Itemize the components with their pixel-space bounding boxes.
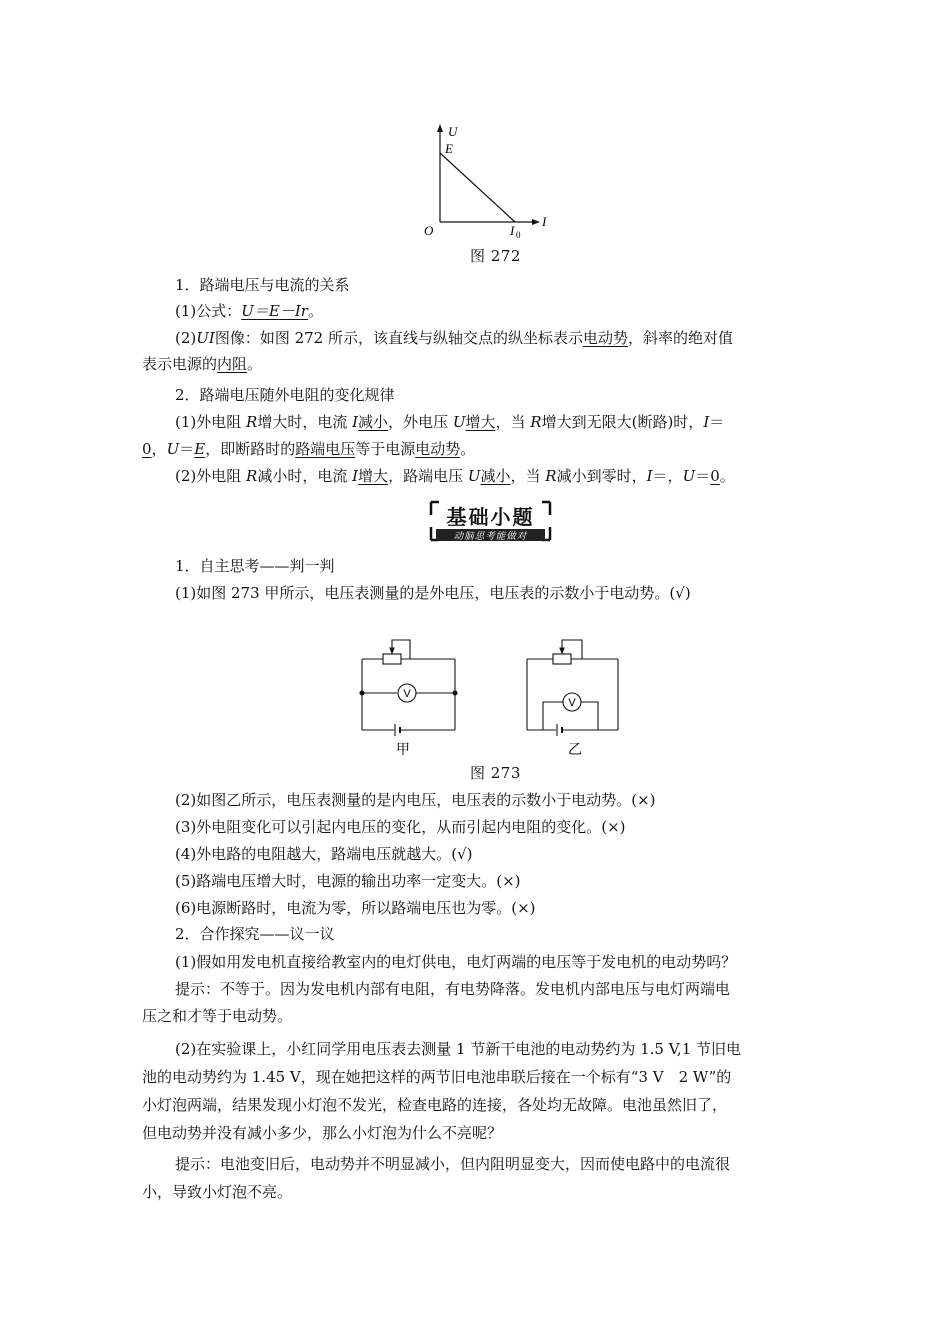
figure-273-circuits <box>355 632 625 760</box>
banner-subtitle: 动脑思考能做对 <box>453 531 528 542</box>
s2l3-end: 。 <box>719 467 735 485</box>
section1-item2-line1 <box>175 326 810 350</box>
label-o: O <box>424 223 434 238</box>
practice-q5: (5)路端电压增大时，电源的输出功率一定变大。(×) <box>175 872 521 890</box>
label-i0: I <box>510 223 515 238</box>
item2-prefix: (2) <box>175 329 197 347</box>
discussion-a2-line2: 小，导致小灯泡不亮。 <box>142 1183 293 1201</box>
item2-line2-end: 。 <box>247 355 263 373</box>
s2l1-t3: ，当 <box>495 413 531 431</box>
s2l1-r: R <box>246 413 258 431</box>
section1-heading: 1．路端电压与电流的关系 <box>175 276 350 294</box>
discussion-a2-line1: 提示：电池变旧后，电动势并不明显减小，但内阻明显变大，因而使电路中的电流很 <box>175 1155 731 1173</box>
axis-label-u: U <box>448 124 458 139</box>
figure-label-right: 乙 <box>568 742 582 758</box>
practice-q2: (2)如图乙所示，电压表测量的是内电压，电压表的示数小于电动势。(×) <box>175 791 656 809</box>
s2l2-t2: 等于电源 <box>355 440 416 458</box>
discussion-q2-line2: 池的电动势约为 1.45 V，现在她把这样的两节旧电池串联后接在一个标有“3 V 2 W”的 <box>142 1068 732 1086</box>
s2l3-t1: 减小时，电流 <box>257 467 353 485</box>
s2l2-ans-emf: 电动势 <box>415 440 461 458</box>
s2l2-t1: ，即断路时的 <box>205 440 296 458</box>
ui-line <box>440 153 515 222</box>
s2l1-t2: ，外电压 <box>388 413 453 431</box>
s2l1-t0: (1)外电阻 <box>175 413 247 431</box>
practice-q3: (3)外电阻变化可以引起内电压的变化，从而引起内电阻的变化。(×) <box>175 818 626 836</box>
item2-text: 图像：如图 272 所示，该直线与纵轴交点的纵坐标表示 <box>214 329 583 347</box>
s2l1-ans-decrease: 减小 <box>358 413 389 431</box>
item2-answer-emf: 电动势 <box>583 329 629 347</box>
item1-formula: U＝E－Ir <box>241 302 308 320</box>
discussion-q2-line4: 但电动势并没有减小多少，那么小灯泡为什么不亮呢？ <box>142 1124 503 1142</box>
discussion-a1-line1: 提示：不等于。因为发电机内部有电阻，有电势降落。发电机内部电压与电灯两端电 <box>175 980 731 998</box>
s2l3-t3: ，当 <box>510 467 546 485</box>
s2l3-t0: (2)外电阻 <box>175 467 247 485</box>
s2l3-u2: U <box>682 467 696 485</box>
section2-line3 <box>175 464 810 488</box>
section1-item2-line2 <box>142 352 810 376</box>
s2l3-r2: R <box>545 467 557 485</box>
circuit-right <box>527 640 618 736</box>
s2l1-r2: R <box>530 413 542 431</box>
s2l3-i: I <box>352 467 359 485</box>
figure-label-left: 甲 <box>396 742 410 758</box>
section-banner <box>427 499 554 543</box>
s2l3-eq: ＝ <box>695 467 711 485</box>
s2l2-t0: ， <box>151 440 167 458</box>
figure-272-caption: 图 272 <box>470 247 521 265</box>
s2l2-u: U <box>166 440 180 458</box>
s2l3-i2: I <box>646 467 653 485</box>
item1-end: 。 <box>307 302 323 320</box>
s2l1-ans-increase: 增大 <box>465 413 496 431</box>
s2l3-t4: 减小到零时， <box>556 467 647 485</box>
item2-ui: UI <box>196 329 215 347</box>
discussion-heading: 2．合作探究——议一议 <box>175 925 335 943</box>
s2l3-u: U <box>467 467 481 485</box>
practice-q1: (1)如图 273 甲所示，电压表测量的是外电压，电压表的示数小于电动势。(√) <box>175 584 691 602</box>
discussion-q2-line3: 小灯泡两端，结果发现小灯泡不发光，检查电路的连接，各处均无故障。电池虽然旧了， <box>142 1096 728 1114</box>
section2-line1 <box>175 410 810 434</box>
section2-line2 <box>142 437 810 461</box>
s2l1-u: U <box>452 413 466 431</box>
s2l1-t5: ＝ <box>709 413 725 431</box>
label-e: E <box>445 141 453 156</box>
voltmeter-right-symbol: V <box>568 697 576 709</box>
s2l3-t5: ＝， <box>652 467 683 485</box>
s2l3-t2: ，路端电压 <box>388 467 468 485</box>
discussion-q1: (1)假如用发电机直接给教室内的电灯供电，电灯两端的电压等于发电机的电动势吗？ <box>175 953 737 971</box>
s2l2-t3: 。 <box>460 440 476 458</box>
item2-answer-resistance: 内阻 <box>217 355 248 373</box>
rheostat-right <box>553 654 571 664</box>
s2l3-r: R <box>246 467 258 485</box>
item1-prefix: (1)公式： <box>175 302 242 320</box>
figure-272-ui-graph <box>400 120 560 240</box>
s2l3-ans-decrease: 减小 <box>480 467 511 485</box>
item2-line2-text: 表示电源的 <box>142 355 218 373</box>
s2l3-ans-zero: 0 <box>710 467 720 485</box>
s2l2-ans-terminal-voltage: 路端电压 <box>295 440 356 458</box>
label-i0-subscript: 0 <box>516 230 521 240</box>
section2-heading: 2．路端电压随外电阻的变化规律 <box>175 386 395 404</box>
s2l1-t1: 增大时，电流 <box>257 413 353 431</box>
i-axis-arrow <box>532 219 540 225</box>
item2-text-2: ，斜率的绝对值 <box>628 329 734 347</box>
s2l3-ans-increase: 增大 <box>358 467 389 485</box>
banner-title: 基础小题 <box>446 505 535 529</box>
discussion-a1-line2: 压之和才等于电动势。 <box>142 1007 293 1025</box>
section1-item1 <box>175 299 810 323</box>
s2l1-t4: 增大到无限大(断路)时， <box>541 413 704 431</box>
rheostat-left <box>383 654 401 664</box>
u-axis-arrow <box>437 124 443 132</box>
figure-273-caption: 图 273 <box>470 764 521 782</box>
practice-q6: (6)电源断路时，电流为零，所以路端电压也为零。(×) <box>175 899 536 917</box>
s2l2-ans-e: E <box>194 440 206 458</box>
s2l2-eq: ＝ <box>179 440 195 458</box>
practice-q4: (4)外电路的电阻越大，路端电压就越大。(√) <box>175 845 473 863</box>
voltmeter-left-symbol: V <box>403 688 411 700</box>
s2l1-i: I <box>352 413 359 431</box>
practice-heading: 1．自主思考——判一判 <box>175 557 335 575</box>
s2l2-ans-zero: 0 <box>142 440 152 458</box>
s2l1-i2: I <box>703 413 710 431</box>
discussion-q2-line1: (2)在实验课上，小红同学用电压表去测量 1 节新干电池的电动势约为 1.5 V,1 节旧电 <box>175 1040 742 1058</box>
axis-label-i: I <box>542 214 547 229</box>
